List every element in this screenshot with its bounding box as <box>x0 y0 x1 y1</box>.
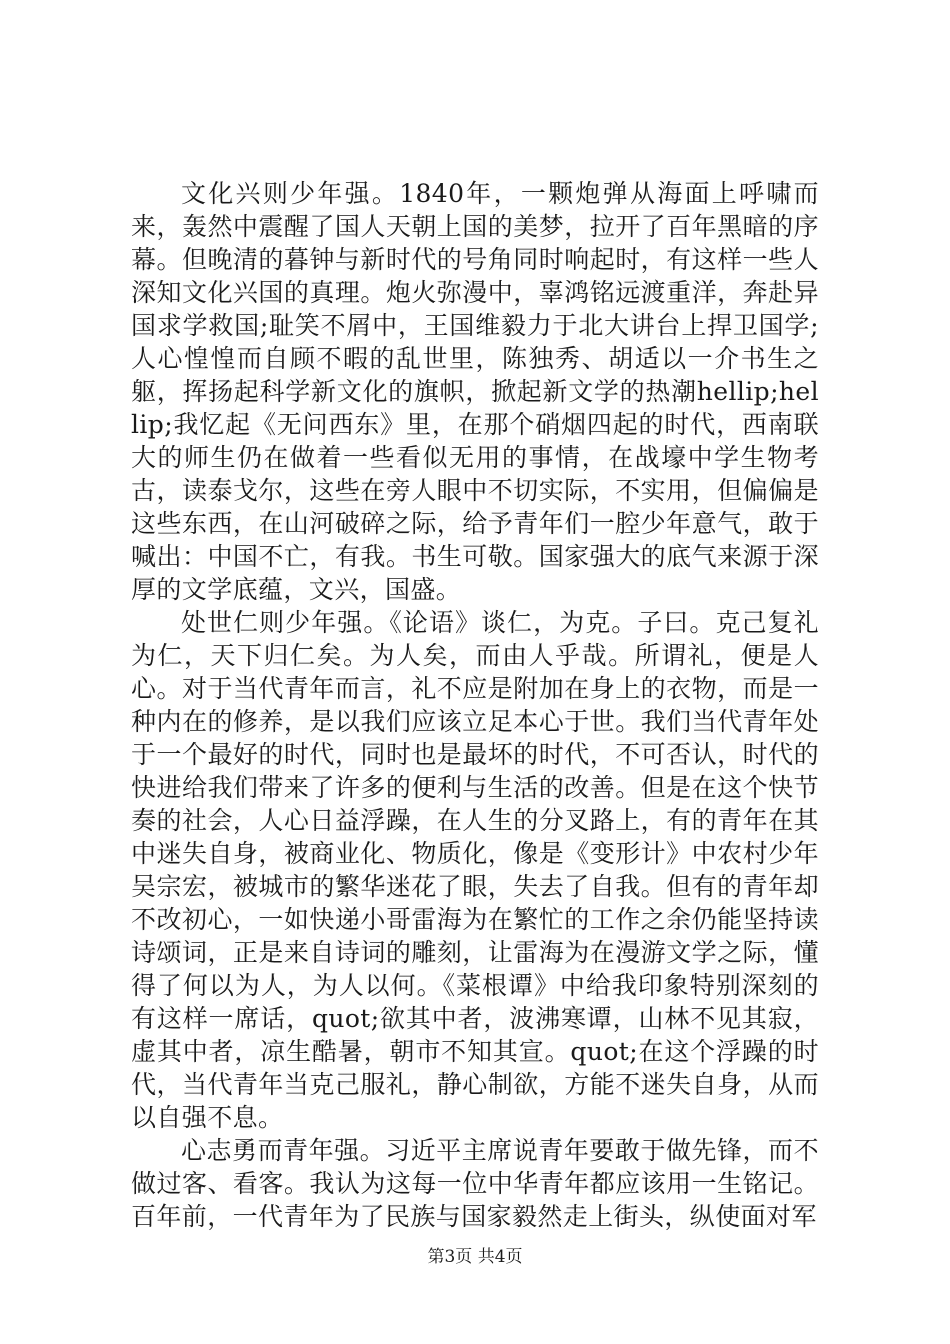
page-number-footer: 第3页 共4页 <box>427 1247 523 1267</box>
paragraph-culture: 文化兴则少年强。1840年，一颗炮弹从海面上呼啸而来，轰然中震醒了国人天朝上国的美梦，拉开了百年黑暗的序幕。但晚清的暮钟与新时代的号角同时响起时，有这样一些人深知文化兴国的真理。炮火弥漫中，辜鸿铭远渡重洋，奔赴异国求学救国;耻笑不屑中，王国维毅力于北大讲台上捍卫国学;人心惶惶而自顾不暇的乱世里，陈独秀、胡适以一介书生之躯，挥扬起科学新文化的旗帜，掀起新文学的热潮hellip;hellip;我忆起《无问西东》里，在那个硝烟四起的时代，西南联大的师生仍在做着一些看似无用的事情，在战壕中学生物考古，读泰戈尔，这些在旁人眼中不切实际，不实用，但偏偏是这些东西，在山河破碎之际，给予青年们一腔少年意气，敢于喊出：中国不亡，有我。书生可敬。国家强大的底气来源于深厚的文学底蕴，文兴，国盛。 <box>131 179 819 604</box>
paragraph-courage: 心志勇而青年强。习近平主席说青年要敢于做先锋，而不做过客、看客。我认为这每一位中华青年都应该用一生铭记。百年前，一代青年为了民族与国家毅然走上街头，纵使面对军 <box>131 1136 819 1231</box>
document-body <box>131 177 819 1233</box>
paragraph-benevolence: 处世仁则少年强。《论语》谈仁，为克。子曰。克己复礼为仁，天下归仁矣。为人矣，而由人乎哉。所谓礼，便是人心。对于当代青年而言，礼不应是附加在身上的衣物，而是一种内在的修养，是以我们应该立足本心于世。我们当代青年处于一个最好的时代，同时也是最坏的时代，不可否认，时代的快进给我们带来了许多的便利与生活的改善。但是在这个快节奏的社会，人心日益浮躁，在人生的分叉路上，有的青年在其中迷失自身，被商业化、物质化，像是《变形计》中农村少年吴宗宏，被城市的繁华迷花了眼，失去了自我。但有的青年却不改初心，一如快递小哥雷海为在繁忙的工作之余仍能坚持读诗颂词，正是来自诗词的雕刻，让雷海为在漫游文学之际，懂得了何以为人，为人以何。《菜根谭》中给我印象特别深刻的有这样一席话，quot;欲其中者，波沸寒谭，山林不见其寂，虚其中者，凉生酷暑，朝市不知其宣。quot;在这个浮躁的时代，当代青年当克己服礼，静心制欲，方能不迷失自身，从而以自强不息。 <box>131 608 819 1132</box>
